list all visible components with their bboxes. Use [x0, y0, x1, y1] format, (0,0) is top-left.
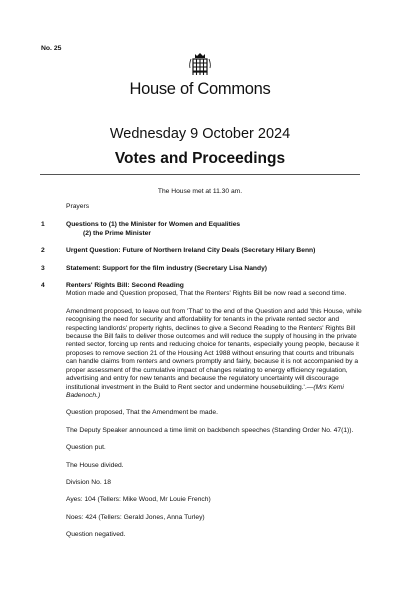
- time-limit-text: The Deputy Speaker announced a time limit on backbench speeches (Standing Order No. 47(1)).: [66, 426, 354, 434]
- item-subtitle: (2) the Prime Minister: [83, 229, 152, 237]
- amendment-body: Amendment proposed, to leave out from 'That' to the end of the Question and add 'this House, while recognising the need for security and affordability for tenants in the private rented sector and respecting landlords' property rights, declines to give a Second Reading to the Renters' Rights Bill because the Bill fails to deliver those outcomes and will reduce the supply of housing in the private rented sector, forcing up rents and reducing choice for tenants, especially young people, because it proposes to remove section 21 of the Housing Act 1988 without ensuring that courts and tribunals can handle claims from renters and owners promptly and fairly, because it is not accompanied by a proper assessment of the cumulative impact of changes relating to energy efficiency regulation, advertising and entry for new tenants and because the regulatory uncertainty will discourage institutional investment in the Build to Rent sector and undermine housebuilding.'.—: [66, 307, 362, 391]
- sitting-time: The House met at 11.30 am.: [157, 188, 243, 195]
- item-number: 3: [41, 264, 45, 272]
- list-item: [41, 221, 363, 229]
- item-number: 1: [41, 221, 45, 229]
- ayes-result: Ayes: 104 (Tellers: Mike Wood, Mr Louie French): [66, 496, 211, 504]
- title-divider: [40, 174, 360, 175]
- item-title: Questions to (1) the Minister for Women and Equalities: [66, 221, 241, 229]
- house-name: House of Commons: [129, 80, 271, 98]
- question-result: Question negatived.: [66, 531, 126, 539]
- item-number: 4: [41, 282, 45, 290]
- item-title: Statement: Support for the film industry (Secretary Lisa Nandy): [66, 264, 268, 272]
- division-number: Division No. 18: [66, 478, 111, 486]
- list-item: [41, 247, 363, 255]
- item-title: Urgent Question: Future of Northern Ireland City Deals (Secretary Hilary Benn): [66, 247, 316, 255]
- issue-number: No. 25: [41, 45, 62, 52]
- sitting-date: Wednesday 9 October 2024: [109, 126, 291, 142]
- question-proposed: Question proposed, That the Amendment be made.: [66, 409, 218, 417]
- list-item: [41, 282, 363, 290]
- item-number: 2: [41, 247, 45, 255]
- question-put: Question put.: [66, 444, 106, 452]
- amendment-text: [66, 308, 363, 400]
- motion-text: Motion made and Question proposed, That the Renters' Rights Bill be now read a second time.: [66, 290, 347, 298]
- noes-result: Noes: 424 (Tellers: Gerald Jones, Anna Turley): [66, 513, 205, 521]
- prayers: Prayers: [66, 203, 90, 210]
- amendment-mover: (Mrs Kemi Badenoch.): [66, 383, 344, 399]
- proceedings-body: [41, 203, 363, 540]
- portcullis-icon: [188, 52, 212, 78]
- house-divided: The House divided.: [66, 461, 124, 469]
- list-item: [41, 264, 363, 273]
- page-title: Votes and Proceedings: [114, 150, 286, 167]
- item-title: Renters' Rights Bill: Second Reading: [66, 282, 184, 290]
